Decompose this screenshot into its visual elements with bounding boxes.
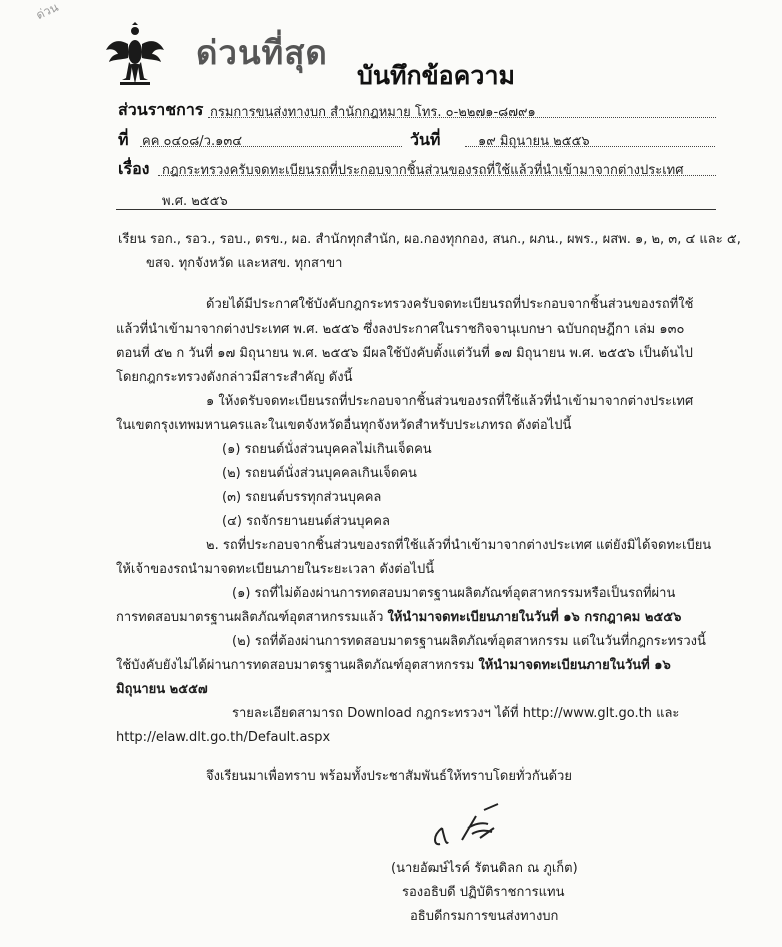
salutation-line-2: ขสจ. ทุกจังหวัด และหสข. ทุกสาขา	[146, 256, 343, 271]
point-2b-deadline: ให้นำมาจดทะเบียนภายในวันที่ ๑๖	[478, 658, 671, 673]
signature-mark	[428, 802, 518, 858]
garuda-emblem-icon	[104, 22, 166, 88]
subject-dotline-1	[158, 175, 716, 176]
agency-dotline	[208, 117, 716, 118]
intro-line-3: ตอนที่ ๕๒ ก วันที่ ๑๗ มิถุนายน พ.ศ. ๒๕๕๖ มีผลใช้บังคับตั้งแต่วันที่ ๑๗ มิถุนายน พ.ศ. ๒๕๕๖ เป็นต้นไป	[116, 346, 693, 361]
subject-label: เรื่อง	[118, 159, 150, 178]
download-line-1: รายละเอียดสามารถ Download กฎกระทรวงฯ ได้ที่ http://www.glt.go.th และ	[232, 706, 680, 721]
intro-line-4: โดยกฎกระทรวงดังกล่าวมีสาระสำคัญ ดังนี้	[116, 370, 353, 385]
subject-line-1: กฎกระทรวงครับจดทะเบียนรถที่ประกอบจากชิ้นส่วนของรถที่ใช้แล้วที่นำเข้ามาจากต่างประเทศ	[162, 163, 684, 178]
subject-rule	[116, 209, 716, 210]
agency-label: ส่วนราชการ	[118, 100, 204, 119]
point-2-line-1: ๒. รถที่ประกอบจากชิ้นส่วนของรถที่ใช้แล้วที่นำเข้ามาจากต่างประเทศ แต่ยังมิได้จดทะเบียน	[206, 538, 712, 553]
date-value: ๑๙ มิถุนายน ๒๕๕๖	[478, 134, 590, 149]
salutation-line-1: เรียน รอก., รอว., รอบ., ตรข., ผอ. สำนักทุกสำนัก, ผอ.กองทุกกอง, สนก., ผภน., ผพร., ผสพ. ๑, ๒, ๓, ๔ และ ๕,	[118, 232, 741, 247]
signer-position-2: อธิบดีกรมการขนส่งทางบก	[410, 909, 559, 924]
intro-line-2: แล้วที่นำเข้ามาจากต่างประเทศ พ.ศ. ๒๕๕๖ ซึ่งลงประกาศในราชกิจจานุเบกษา ฉบับกฤษฎีกา เล่ม ๑๓๐	[116, 322, 685, 337]
point-2b-line-1: (๒) รถที่ต้องผ่านการทดสอบมาตรฐานผลิตภัณฑ์อุตสาหกรรม แต่ในวันที่กฎกระทรวงนี้	[232, 634, 706, 649]
signer-position-1: รองอธิบดี ปฏิบัติราชการแทน	[402, 885, 565, 900]
date-dotline	[465, 146, 715, 147]
list-item: (๒) รถยนต์นั่งส่วนบุคคลเกินเจ็ดคน	[222, 466, 417, 481]
closing-text: จึงเรียนมาเพื่อทราบ พร้อมทั้งประชาสัมพันธ์ให้ทราบโดยทั่วกันด้วย	[206, 769, 572, 784]
corner-mark: ด่วน	[33, 0, 61, 23]
memo-title: บันทึกข้อความ	[357, 61, 515, 90]
doc-no-dotline	[140, 146, 402, 147]
point-2a-deadline: ให้นำมาจดทะเบียนภายในวันที่ ๑๖ กรกฎาคม ๒๕๕๖	[387, 610, 682, 625]
signer-name: (นายอัฒษ์ไรค์ รัตนดิลก ณ ภูเก็ต)	[391, 861, 578, 876]
point-1-line-1: ๑ ให้งดรับจดทะเบียนรถที่ประกอบจากชิ้นส่วนของรถที่ใช้แล้วที่นำเข้ามาจากต่างประเทศ	[206, 394, 694, 409]
date-label: วันที่	[410, 130, 441, 149]
subject-line-2: พ.ศ. ๒๕๕๖	[162, 194, 228, 209]
download-link[interactable]: http://elaw.dlt.go.th/Default.aspx	[116, 730, 331, 745]
list-item: (๓) รถยนต์บรรทุกส่วนบุคคล	[222, 490, 382, 505]
urgent-stamp: ด่วนที่สุด	[196, 33, 328, 72]
doc-no-value: คค ๐๔๐๘/ว.๑๓๔	[142, 134, 243, 149]
list-item: (๑) รถยนต์นั่งส่วนบุคคลไม่เกินเจ็ดคน	[222, 442, 432, 457]
point-2b-deadline-cont: มิถุนายน ๒๕๕๗	[116, 682, 208, 697]
point-2a-text: การทดสอบมาตรฐานผลิตภัณฑ์อุตสาหกรรมแล้ว	[116, 610, 384, 625]
point-2b-line-2	[116, 657, 671, 675]
point-2a-line-1: (๑) รถที่ไม่ต้องผ่านการทดสอบมาตรฐานผลิตภัณฑ์อุตสาหกรรมหรือเป็นรถที่ผ่าน	[232, 586, 676, 601]
doc-no-label: ที่	[118, 130, 129, 149]
point-2-line-2: ให้เจ้าของรถนำมาจดทะเบียนภายในระยะเวลา ดังต่อไปนี้	[116, 562, 435, 577]
point-1-line-2: ในเขตกรุงเทพมหานครและในเขตจังหวัดอื่นทุกจังหวัดสำหรับประเภทรถ ดังต่อไปนี้	[116, 418, 572, 433]
intro-line-1: ด้วยได้มีประกาศใช้บังคับกฎกระทรวงครับจดทะเบียนรถที่ประกอบจากชิ้นส่วนของรถที่ใช้	[206, 297, 694, 312]
list-item: (๔) รถจักรยานยนต์ส่วนบุคคล	[222, 514, 390, 529]
agency-value: กรมการขนส่งทางบก สำนักกฎหมาย โทร. ๐-๒๒๗๑-๘๗๙๑	[210, 105, 536, 120]
point-2b-text: ใช้บังคับยังไม่ได้ผ่านการทดสอบมาตรฐานผลิตภัณฑ์อุตสาหกรรม	[116, 658, 475, 673]
point-2a-line-2	[116, 609, 681, 627]
